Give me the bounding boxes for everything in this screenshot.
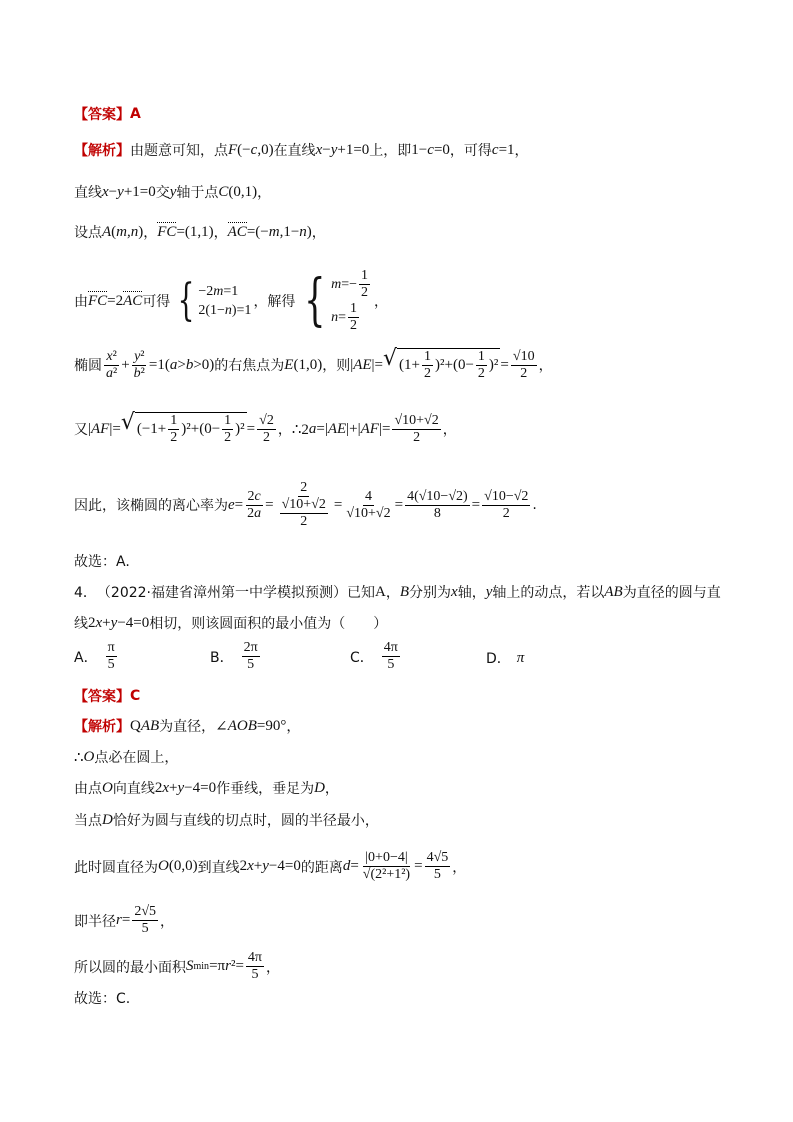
text: 所以圆的最小面积 — [74, 959, 186, 976]
option-label: B． — [210, 649, 234, 666]
answer-label: 【答案】 — [74, 689, 130, 705]
text: 轴， — [457, 585, 486, 601]
text: ，解得 — [253, 294, 296, 311]
analysis2-line-6: 即半径 r = $\frac{2√5}{5}$ ， — [74, 904, 174, 937]
option-a[interactable] — [74, 640, 119, 673]
option-b[interactable] — [210, 640, 262, 673]
text: 当点 — [74, 813, 102, 829]
conclusion-2 — [74, 988, 753, 1008]
answer-line-2 — [74, 686, 753, 706]
analysis-line-4: 由 FC =2 AC 可得 { −2m=1 2(1−n)=1 ，解得 { m=− $\frac{1}{2}$ n= $\frac{1}{2}$ ， — [74, 268, 388, 334]
option-num: 2π — [242, 640, 260, 657]
text: 线 — [74, 616, 88, 632]
analysis2-line-5: 此时圆直径为 O (0,0) 到直线 2 x + y −4=0 的距离 d = $\frac{|0+0-4|}{\text{√(2²+1²)}}$ = $\frac{4√5}{5}$ ， — [74, 850, 467, 883]
option-num: 4π — [382, 640, 400, 657]
question-4-line-1: 4． （2022·福建省漳州第一中学模拟预测） 已知 A ， B 分别为 x 轴， y 轴上的动点，若以 AB 为直径的圆与直 — [74, 583, 721, 601]
text: 相切，则该圆面积的最小值为（ ） — [149, 616, 388, 632]
analysis-line-6: 又 | AF |= √ (−1+ $\frac{1}{2}$ )²+(0− $\frac{1}{2}$ )² = $\frac{√2}{2}$ ， ∴2 a =| AE |+| AF |= $\frac{√10+√2}{2}$ ， — [74, 410, 457, 446]
text: 已知 — [347, 585, 376, 601]
text: 由题意可知，点 — [130, 143, 228, 159]
option-d[interactable] — [486, 648, 524, 668]
option-den: 5 — [387, 657, 395, 673]
option-c[interactable] — [350, 640, 402, 673]
question-number: 4． — [74, 585, 97, 601]
text: ，可得 — [449, 143, 492, 159]
text: 点必在圆上， — [94, 750, 179, 766]
analysis2-line-2: ∴ O 点必在圆上， — [74, 748, 179, 766]
analysis-label: 【解析】 — [74, 143, 130, 159]
text: 的右焦点为 — [214, 358, 285, 375]
analysis2-line-1: 【解析】 Q AB 为直径， ∠ AOB =90° ， — [74, 717, 301, 735]
text: 轴上的动点，若以 — [492, 585, 605, 601]
text: 直线 — [74, 185, 102, 201]
conclusion-1 — [74, 551, 753, 571]
analysis-label: 【解析】 — [74, 719, 130, 735]
analysis-line-1: 【解析】 由题意可知，点 F (− c ,0) 在直线 x − y +1=0 上，即 1− c =0 ，可得 c =1 ， — [74, 141, 529, 159]
option-den: 5 — [247, 657, 255, 673]
text: 即半径 — [74, 913, 116, 930]
text: 上，即 — [369, 143, 412, 159]
analysis-line-5: 椭圆 $\frac{\text{x²}}{\text{a²}}$ + $\frac{\text{y²}}{\text{b²}}$ =1( a > b >0) 的右焦点为 E (1,0) ，则 | AE |= √ (1+ $\frac{1}{2}$ )²+(0− $\frac{1}{2}$ )² = $\frac{√10}{2}$ ， — [74, 346, 553, 382]
question-4-line-2: 线 2 x + y −4=0 相切，则该圆面积的最小值为（ ） — [74, 614, 388, 632]
text: 作垂线，垂足为 — [216, 781, 315, 797]
analysis2-line-3: 由点 O 向直线 2 x + y −4=0 作垂线，垂足为 D ， — [74, 779, 339, 797]
text: 故选：C. — [74, 991, 131, 1007]
option-num: π — [106, 640, 117, 657]
answer-value: C — [130, 688, 141, 704]
text: 设点 — [74, 225, 102, 241]
option-label: A． — [74, 649, 98, 666]
answer-line-1 — [74, 104, 753, 124]
text: 此时圆直径为 — [74, 859, 158, 876]
analysis2-line-7: 所以圆的最小面积 S min =π r ²= $\frac{4\pi}{5}$ ， — [74, 950, 280, 983]
text: 由 — [74, 294, 88, 311]
text: 为直径的圆与直 — [622, 585, 721, 601]
question-source: （2022·福建省漳州第一中学模拟预测） — [96, 585, 348, 601]
text: 为直径， — [159, 719, 216, 735]
option-label: D． — [486, 651, 511, 667]
analysis-line-2: 直线 x − y +1=0 交 y 轴于点 C (0,1) ， — [74, 183, 272, 201]
text: 在直线 — [273, 143, 316, 159]
text: 的距离 — [300, 859, 343, 876]
text: 交 — [155, 185, 170, 201]
text: 因此，该椭圆的离心率为 — [74, 498, 228, 515]
text: 故选：A. — [74, 554, 130, 570]
text: 向直线 — [112, 781, 155, 797]
analysis-line-7: 因此，该椭圆的离心率为 e = $\frac{2c}{2a}$ = $\frac{2}{\frac{√10+√2}{2}}$ = $\frac{4}{√10+√2}$ = $\frac{4(√10-√2)}{8}$ = $\frac{√10-√2}{2}$ . — [74, 480, 537, 530]
text: 轴于点 — [176, 185, 219, 201]
option-value: π — [516, 649, 525, 666]
option-label: C． — [350, 649, 374, 666]
text: 又 — [74, 422, 88, 439]
answer-value: A — [130, 106, 141, 122]
text: 椭圆 — [74, 358, 102, 375]
analysis-line-3: 设点 A ( m , n ) ， FC =(1,1) ， AC =(− m ,1− n ) ， — [74, 223, 326, 241]
analysis2-line-4: 当点 D 恰好为圆与直线的切点时，圆的半径最小， — [74, 811, 379, 829]
answer-label: 【答案】 — [74, 107, 130, 123]
text: ，则 — [322, 358, 351, 375]
text: 到直线 — [197, 859, 240, 876]
text: 由点 — [74, 781, 102, 797]
text: 恰好为圆与直线的切点时，圆的半径最小， — [112, 813, 379, 829]
math: F — [228, 141, 238, 158]
text: 分别为 — [409, 585, 452, 601]
option-den: 5 — [107, 657, 115, 673]
math: x — [315, 141, 323, 158]
text: 可得 — [142, 294, 171, 311]
